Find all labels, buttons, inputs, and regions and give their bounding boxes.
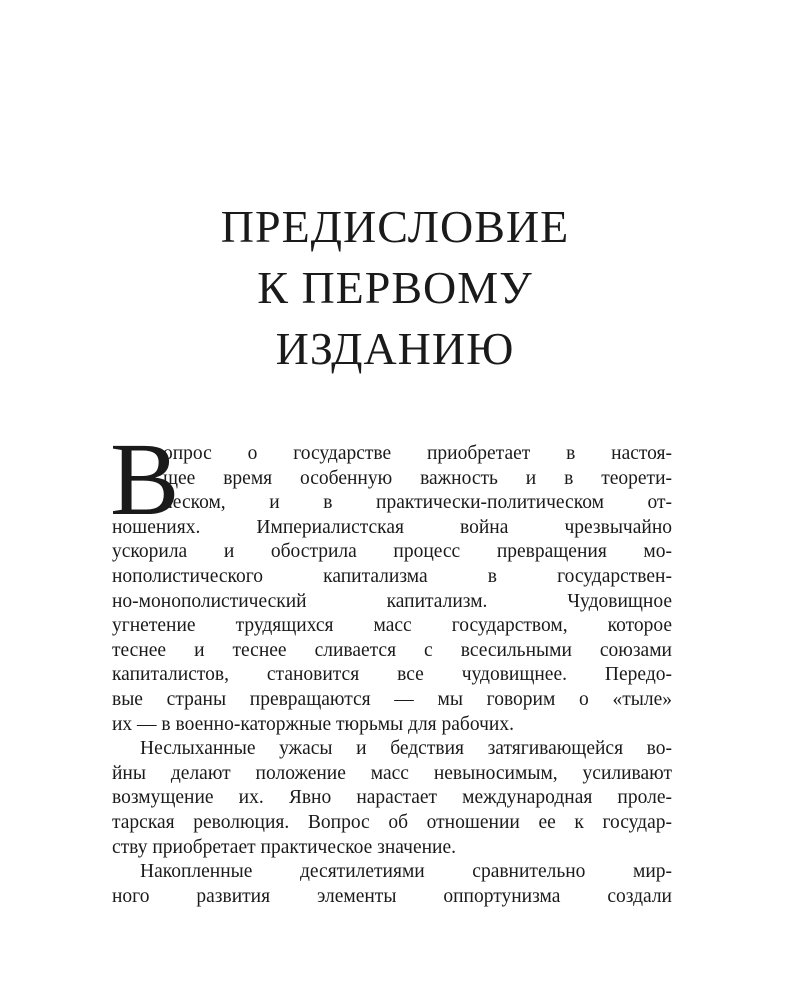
text-line: нополистического капитализма в государствен- — [112, 565, 672, 587]
text-line: теснее и теснее сливается с всесильными союзами — [112, 639, 672, 661]
text-line: опрос о государстве приобретает в настоя- — [163, 443, 672, 464]
chapter-title-line-1: ПРЕДИСЛОВИЕ — [220, 201, 570, 252]
text-line: вые страны превращаются — мы говорим о «тыле» — [112, 688, 672, 710]
drop-cap-letter: В — [110, 422, 180, 537]
text-line: капиталистов, становится все чудовищнее. Передо- — [112, 664, 672, 686]
text-line: Неслыханные ужасы и бедствия затягивающейся во- — [140, 738, 672, 760]
text-line: их — в военно-каторжные тюрьмы для рабочих. — [112, 713, 514, 735]
body-text — [112, 442, 672, 909]
text-line: щее время особенную важность и в теорети- — [163, 467, 672, 489]
text-line: ческом, и в практически-политическом от- — [163, 492, 672, 514]
text-line: тарская революция. Вопрос об отношении ее к государ- — [112, 811, 672, 833]
text-line: йны делают положение масс невыносимым, усиливают — [112, 762, 672, 784]
chapter-title-line-3: ИЗДАНИЮ — [275, 323, 515, 374]
text-line: ного развития элементы оппортунизма создали — [112, 885, 672, 907]
text-line: ству приобретает практическое значение. — [112, 836, 457, 858]
chapter-title-line-2: К ПЕРВОМУ — [257, 262, 533, 313]
text-line: ношениях. Империалистская война чрезвычайно — [112, 516, 672, 538]
text-line: но-монополистический капитализм. Чудовищное — [112, 590, 672, 612]
text-line: угнетение трудящихся масс государством, которое — [112, 615, 672, 637]
text-line: Накопленные десятилетиями сравнительно мир- — [140, 861, 672, 883]
text-line: ускорила и обострила процесс превращения мо- — [112, 541, 672, 563]
chapter-title — [100, 196, 690, 379]
text-line: возмущение их. Явно нарастает международная проле- — [112, 787, 672, 809]
